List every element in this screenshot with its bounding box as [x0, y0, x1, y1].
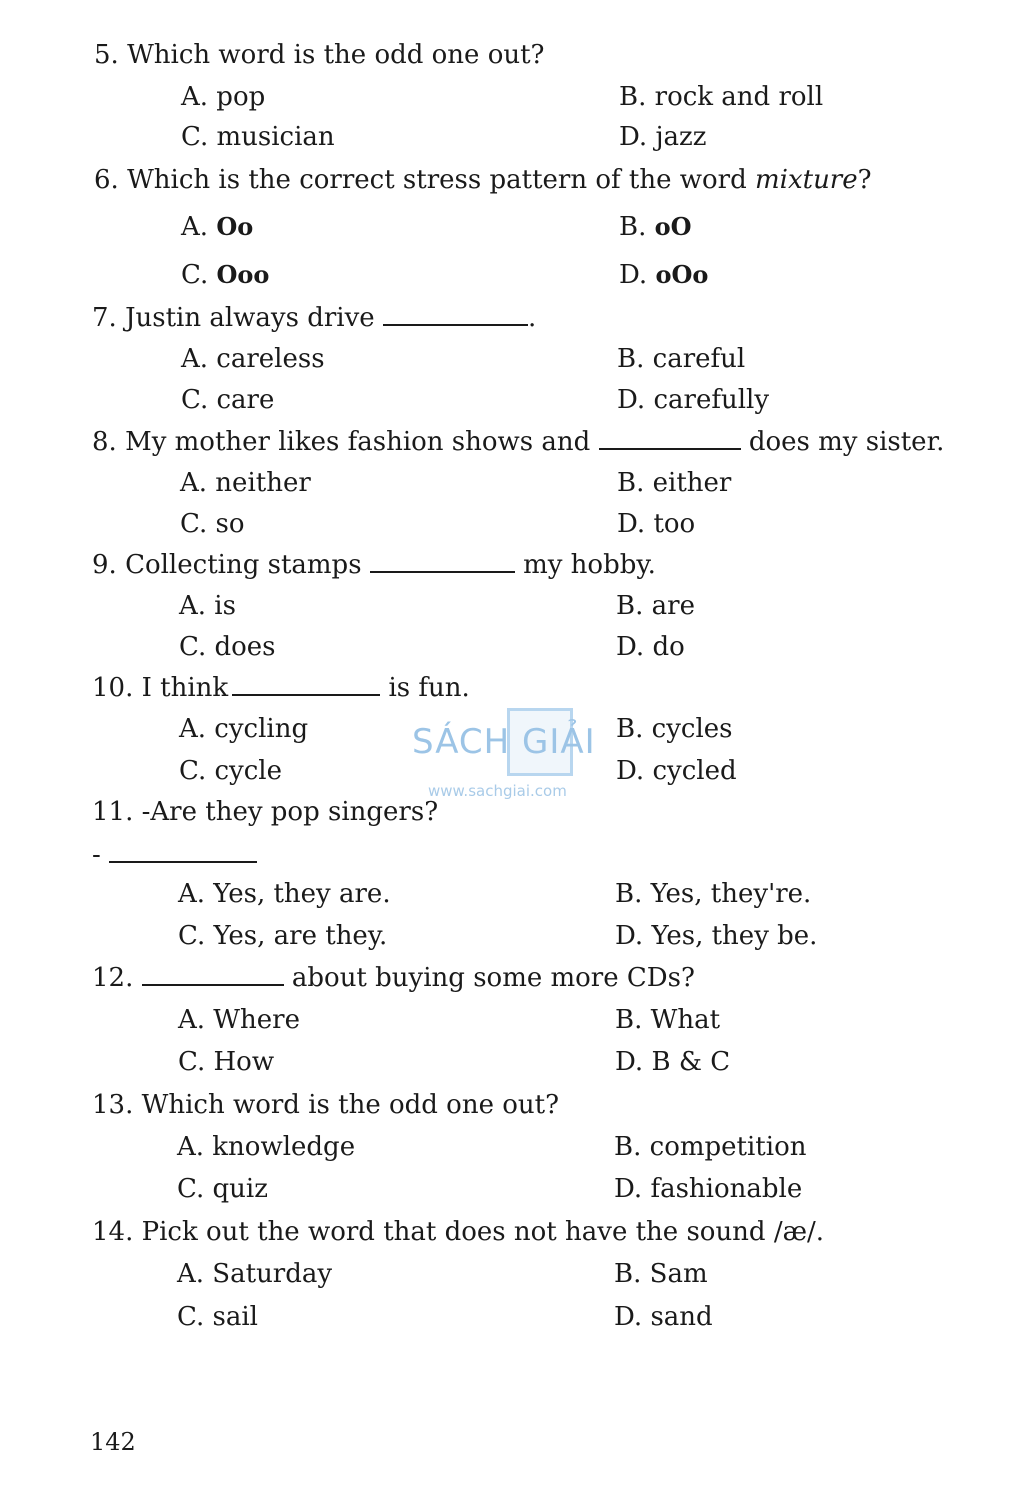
question-13: 13. Which word is the odd one out?: [92, 1090, 560, 1120]
q6-lead: 6. Which is the correct stress pattern of the word: [94, 165, 755, 195]
q9-blank: [370, 549, 515, 573]
q9-tail: my hobby.: [523, 550, 656, 580]
question-14: 14. Pick out the word that does not have the sound /æ/.: [92, 1217, 825, 1247]
question-9: [92, 548, 656, 582]
q6-b-pattern: oO: [654, 212, 692, 241]
q10-option-c: C. cycle: [179, 756, 283, 786]
q6-b-letter: B.: [619, 212, 647, 242]
q14-option-d: D. sand: [614, 1302, 713, 1332]
q11-dash: -: [92, 840, 101, 870]
q9-option-a: A. is: [179, 591, 236, 621]
q13-option-b: B. competition: [614, 1132, 807, 1162]
q6-option-d: [619, 258, 708, 292]
q6-a-letter: A.: [181, 212, 209, 242]
question-12: [92, 961, 695, 995]
q6-option-a: [181, 210, 253, 244]
q6-option-b: [619, 210, 692, 244]
q8-tail: does my sister.: [748, 427, 945, 457]
question-8: [92, 425, 944, 459]
q6-d-pattern: oOo: [655, 260, 709, 289]
question-7: [92, 301, 536, 335]
q11-option-a: A. Yes, they are.: [178, 879, 391, 909]
q10-blank: [232, 672, 380, 696]
q12-blank: [142, 962, 284, 986]
q11-blank: [109, 839, 257, 863]
q9-option-b: B. are: [616, 591, 695, 621]
q14-option-b: B. Sam: [614, 1259, 708, 1289]
watermark: [412, 708, 622, 808]
q14-option-a: A. Saturday: [177, 1259, 333, 1289]
q6-c-letter: C.: [181, 260, 209, 290]
q14-option-c: C. sail: [177, 1302, 258, 1332]
q6-option-c: [181, 258, 269, 292]
q10-option-d: D. cycled: [616, 756, 737, 786]
q10-tail: is fun.: [388, 673, 470, 703]
q6-c-pattern: Ooo: [216, 260, 270, 289]
watermark-url: www.sachgiai.com: [428, 782, 567, 800]
q5-option-b: B. rock and roll: [619, 82, 824, 112]
q13-option-a: A. knowledge: [177, 1132, 356, 1162]
q5-option-d: D. jazz: [619, 122, 707, 152]
question-11: 11. -Are they pop singers?: [92, 797, 439, 827]
q8-blank: [599, 426, 741, 450]
q12-option-c: C. How: [178, 1047, 275, 1077]
q13-option-c: C. quiz: [177, 1174, 268, 1204]
q10-lead: 10. I think: [92, 673, 229, 703]
q8-lead: 8. My mother likes fashion shows and: [92, 427, 591, 457]
q5-option-c: C. musician: [181, 122, 335, 152]
q11-option-d: D. Yes, they be.: [615, 921, 818, 951]
watermark-logo: SÁCH GIẢI: [412, 722, 596, 762]
q11-answer-line: [92, 838, 257, 872]
q6-a-pattern: Oo: [216, 212, 254, 241]
q8-option-b: B. either: [617, 468, 732, 498]
q7-tail: .: [527, 303, 537, 333]
q7-option-a: A. careless: [181, 344, 325, 374]
q11-option-c: C. Yes, are they.: [178, 921, 388, 951]
q7-lead: 7. Justin always drive: [92, 303, 375, 333]
q8-option-c: C. so: [180, 509, 245, 539]
q12-option-d: D. B & C: [615, 1047, 731, 1077]
q10-option-a: A. cycling: [179, 714, 309, 744]
question-6: [94, 163, 872, 197]
q7-option-b: B. careful: [617, 344, 746, 374]
question-5: 5. Which word is the odd one out?: [94, 40, 545, 70]
q7-option-c: C. care: [181, 385, 275, 415]
q6-tail: ?: [857, 165, 872, 195]
q10-option-b: B. cycles: [616, 714, 733, 744]
q5-option-a: A. pop: [181, 82, 266, 112]
q7-blank: [383, 302, 528, 326]
q7-option-d: D. carefully: [617, 385, 770, 415]
q9-lead: 9. Collecting stamps: [92, 550, 362, 580]
q6-d-letter: D.: [619, 260, 648, 290]
q8-option-d: D. too: [617, 509, 696, 539]
q12-option-b: B. What: [615, 1005, 721, 1035]
q6-word: mixture: [754, 165, 858, 195]
q12-option-a: A. Where: [178, 1005, 300, 1035]
q9-option-c: C. does: [179, 632, 276, 662]
q13-option-d: D. fashionable: [614, 1174, 803, 1204]
q12-lead: 12.: [92, 963, 134, 993]
question-10: [92, 671, 470, 705]
q8-option-a: A. neither: [180, 468, 311, 498]
q11-option-b: B. Yes, they're.: [615, 879, 812, 909]
q12-tail: about buying some more CDs?: [291, 963, 695, 993]
page-number: 142: [90, 1428, 136, 1456]
q9-option-d: D. do: [616, 632, 685, 662]
